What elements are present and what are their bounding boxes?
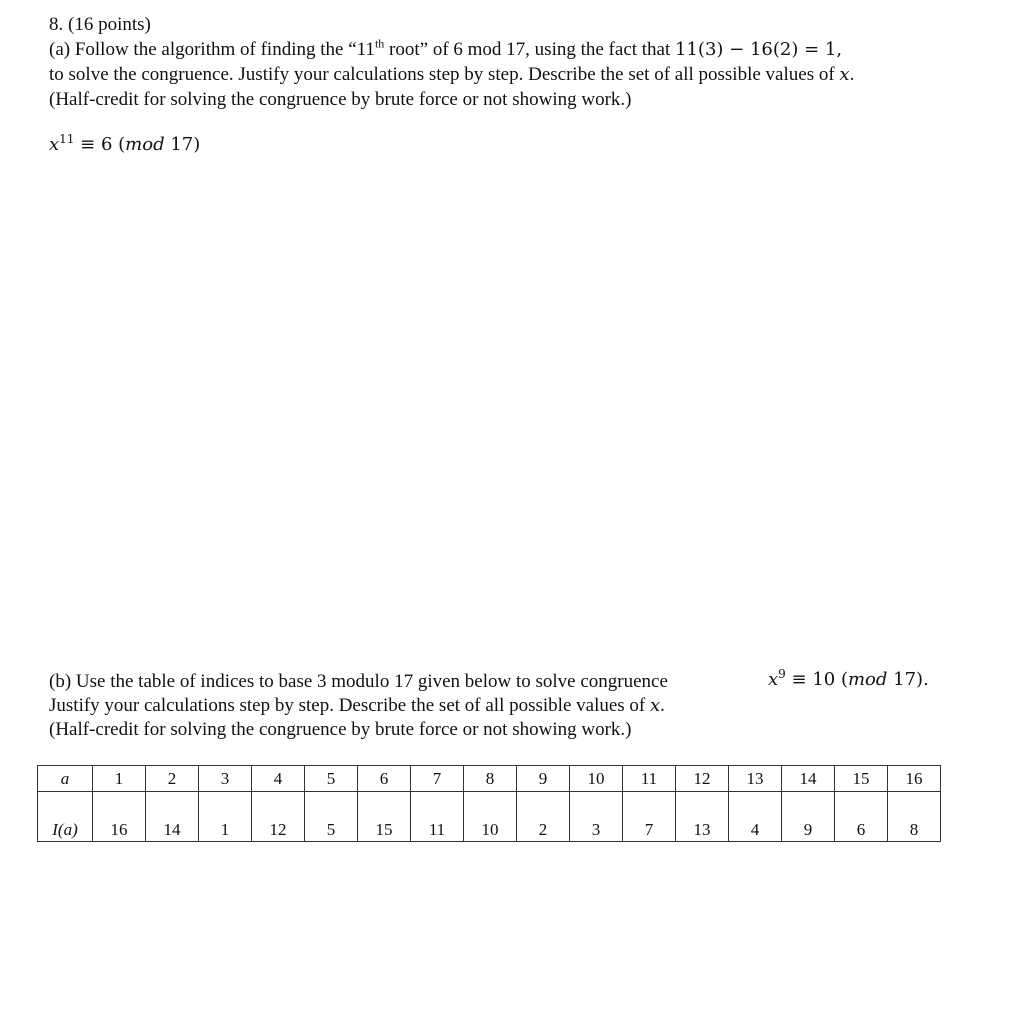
table-cell-index: 8	[888, 792, 941, 842]
table-cell-index: 12	[252, 792, 305, 842]
table-cell-a: 16	[888, 766, 941, 792]
part-b-line-1: (b) Use the table of indices to base 3 modulo 17 given below to solve congruence	[49, 671, 668, 692]
table-cell-index: 13	[676, 792, 729, 842]
table-cell-a: 7	[411, 766, 464, 792]
table-cell-index: 14	[146, 792, 199, 842]
table-cell-index: 7	[623, 792, 676, 842]
table-header-a: a	[38, 766, 93, 792]
table-cell-index: 5	[305, 792, 358, 842]
part-a-line-2: to solve the congruence. Justify your calculations step by step. Describe the set of all possible values of x.	[49, 64, 855, 85]
table-cell-index: 15	[358, 792, 411, 842]
table-cell-index: 9	[782, 792, 835, 842]
problem-title: 8. (16 points)	[49, 14, 151, 35]
table-row-index	[38, 792, 941, 842]
part-a-line-1: (a) Follow the algorithm of finding the “11th root” of 6 mod 17, using the fact that 11(3) − 16(2) = 1,	[49, 36, 843, 60]
table-cell-index: 3	[570, 792, 623, 842]
table-cell-a: 9	[517, 766, 570, 792]
part-b-line-3: (Half-credit for solving the congruence by brute force or not showing work.)	[49, 719, 632, 740]
table-cell-a: 3	[199, 766, 252, 792]
table-cell-index: 6	[835, 792, 888, 842]
table-cell-a: 6	[358, 766, 411, 792]
table-cell-a: 13	[729, 766, 782, 792]
table-cell-index: 16	[93, 792, 146, 842]
part-a-congruence: $x^{11} \equiv 6$ (mod 17)	[49, 132, 201, 155]
table-cell-index: 10	[464, 792, 517, 842]
table-cell-a: 11	[623, 766, 676, 792]
table-cell-a: 12	[676, 766, 729, 792]
table-cell-a: 1	[93, 766, 146, 792]
table-cell-index: 11	[411, 792, 464, 842]
table-cell-a: 4	[252, 766, 305, 792]
table-cell-a: 14	[782, 766, 835, 792]
part-b-congruence: $x^9 \equiv 10$ (mod 17).	[768, 667, 929, 690]
table-header-index: I(a)	[38, 792, 93, 842]
identity-math: 11(3) − 16(2) = 1,	[675, 39, 843, 60]
table-cell-index: 1	[199, 792, 252, 842]
part-b-line-2: Justify your calculations step by step. Describe the set of all possible values of x.	[49, 695, 665, 716]
table-cell-index: 2	[517, 792, 570, 842]
table-cell-a: 15	[835, 766, 888, 792]
table-cell-index: 4	[729, 792, 782, 842]
table-cell-a: 2	[146, 766, 199, 792]
table-row-a	[38, 766, 941, 792]
part-a-line-3: (Half-credit for solving the congruence by brute force or not showing work.)	[49, 89, 632, 110]
table-cell-a: 5	[305, 766, 358, 792]
table-cell-a: 10	[570, 766, 623, 792]
index-table	[37, 765, 941, 842]
table-cell-a: 8	[464, 766, 517, 792]
